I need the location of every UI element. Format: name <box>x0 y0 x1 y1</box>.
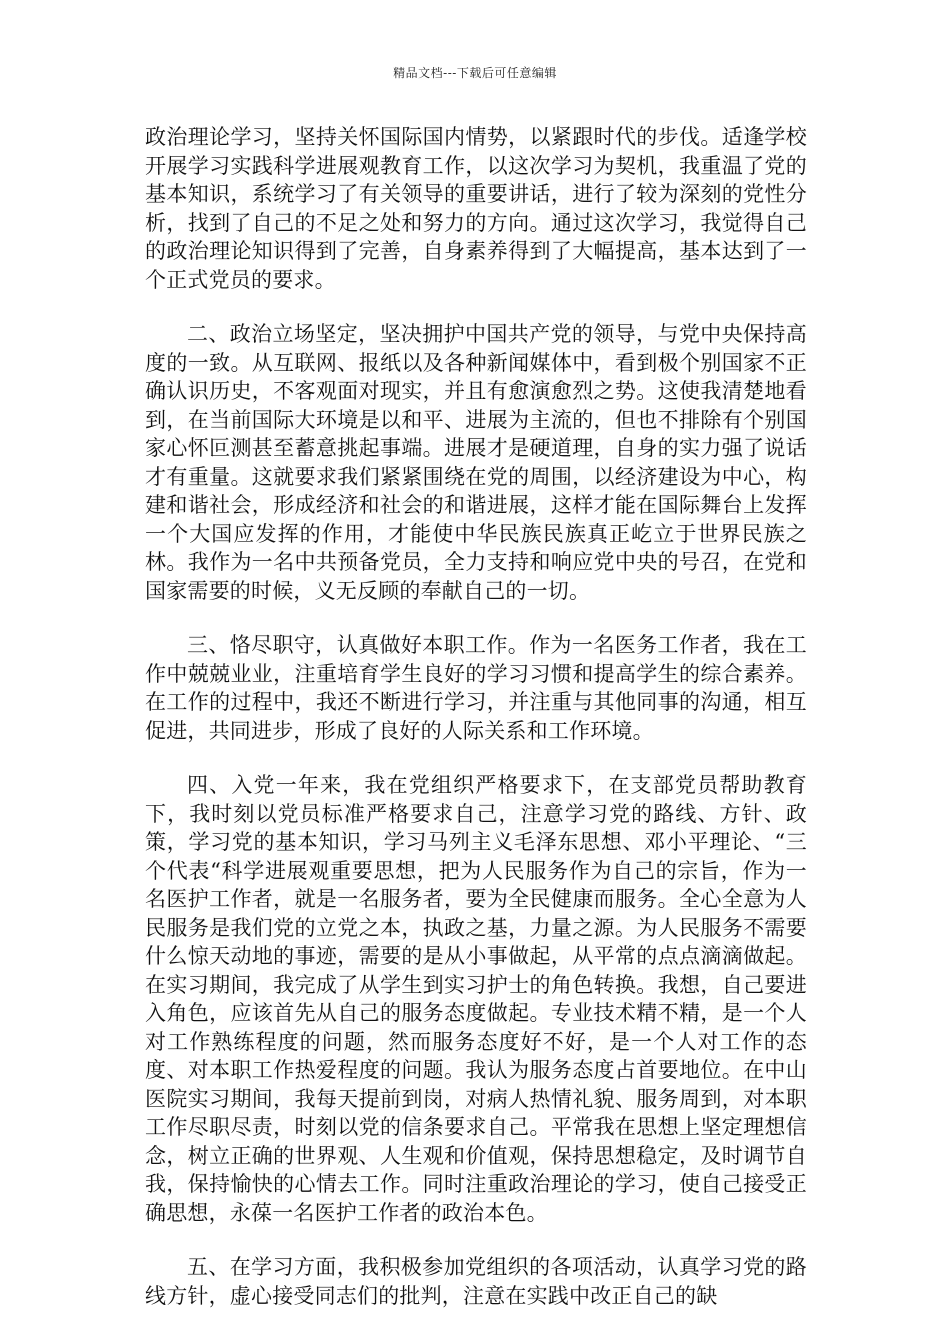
paragraph-political-stance: 二、政治立场坚定，坚决拥护中国共产党的领导，与党中央保持高度的一致。从互联网、报纸以及各种新闻媒体中，看到极个别国家不正确认识历史，不客观面对现实，并且有愈演愈烈之势。这使我清楚地看到，在当前国际大环境是以和平、进展为主流的，但也不排除有个别国家心怀叵测甚至蓄意挑起事端。进展才是硬道理，自身的实力强了说话才有重量。这就要求我们紧紧围绕在党的周围，以经济建设为中心，构建和谐社会，形成经济和社会的和谐进展，这样才能在国际舞台上发挥一个大国应发挥的作用，才能使中华民族民族真正屹立于世界民族之林。我作为一名中共预备党员，全力支持和响应党中央的号召，在党和国家需要的时候，义无反顾的奉献自己的一切。 <box>145 322 807 603</box>
paragraph-continued: 政治理论学习，坚持关怀国际国内情势，以紧跟时代的步伐。适逢学校开展学习实践科学进展观教育工作，以这次学习为契机，我重温了党的基本知识，系统学习了有关领导的重要讲话，进行了较为深刻的党性分析，找到了自己的不足之处和努力的方向。通过这次学习，我觉得自己的政治理论知识得到了完善，自身素养得到了大幅提高，基本达到了一个正式党员的要求。 <box>145 125 807 292</box>
document-body <box>145 123 807 1336</box>
paragraph-party-year: 四、入党一年来，我在党组织严格要求下，在支部党员帮助教育下，我时刻以党员标准严格要求自己，注意学习党的路线、方针、政策，学习党的基本知识，学习马列主义毛泽东思想、邓小平理论、“三个代表“科学进展观重要思想，把为人民服务作为自己的宗旨，作为一名医护工作者，就是一名服务者，要为全民健康而服务。全心全意为人民服务是我们党的立党之本，执政之基，力量之源。为人民服务不需要什么惊天动地的事迹，需要的是从小事做起，从平常的点点滴滴做起。在实习期间，我完成了从学生到实习护士的角色转换。我想，自己要进入角色，应该首先从自己的服务态度做起。专业技术精不精，是一个人对工作熟练程度的问题，然而服务态度好不好，是一个人对工作的态度、对本职工作热爱程度的问题。我认为服务态度占首要地位。在中山医院实习期间，我每天提前到岗，对病人热情礼貌、服务周到，对本职工作尽职尽责，时刻以党的信条要求自己。平常我在思想上坚定理想信念，树立正确的世界观、人生观和价值观，保持思想稳定，及时调节自我，保持愉快的心情去工作。同时注重政治理论的学习，使自己接受正确思想，永葆一名医护工作者的政治本色。 <box>145 773 807 1225</box>
page-header: 精品文档---下载后可任意编辑 <box>393 66 557 80</box>
paragraph-study: 五、在学习方面，我积极参加党组织的各项活动，认真学习党的路线方针，虚心接受同志们的批判，注意在实践中改正自己的缺 <box>145 1255 807 1308</box>
paragraph-duty: 三、恪尽职守，认真做好本职工作。作为一名医务工作者，我在工作中兢兢业业，注重培育学生良好的学习习惯和提高学生的综合素养。在工作的过程中，我还不断进行学习，并注重与其他同事的沟通，相互促进，共同进步，形成了良好的人际关系和工作环境。 <box>145 633 807 743</box>
